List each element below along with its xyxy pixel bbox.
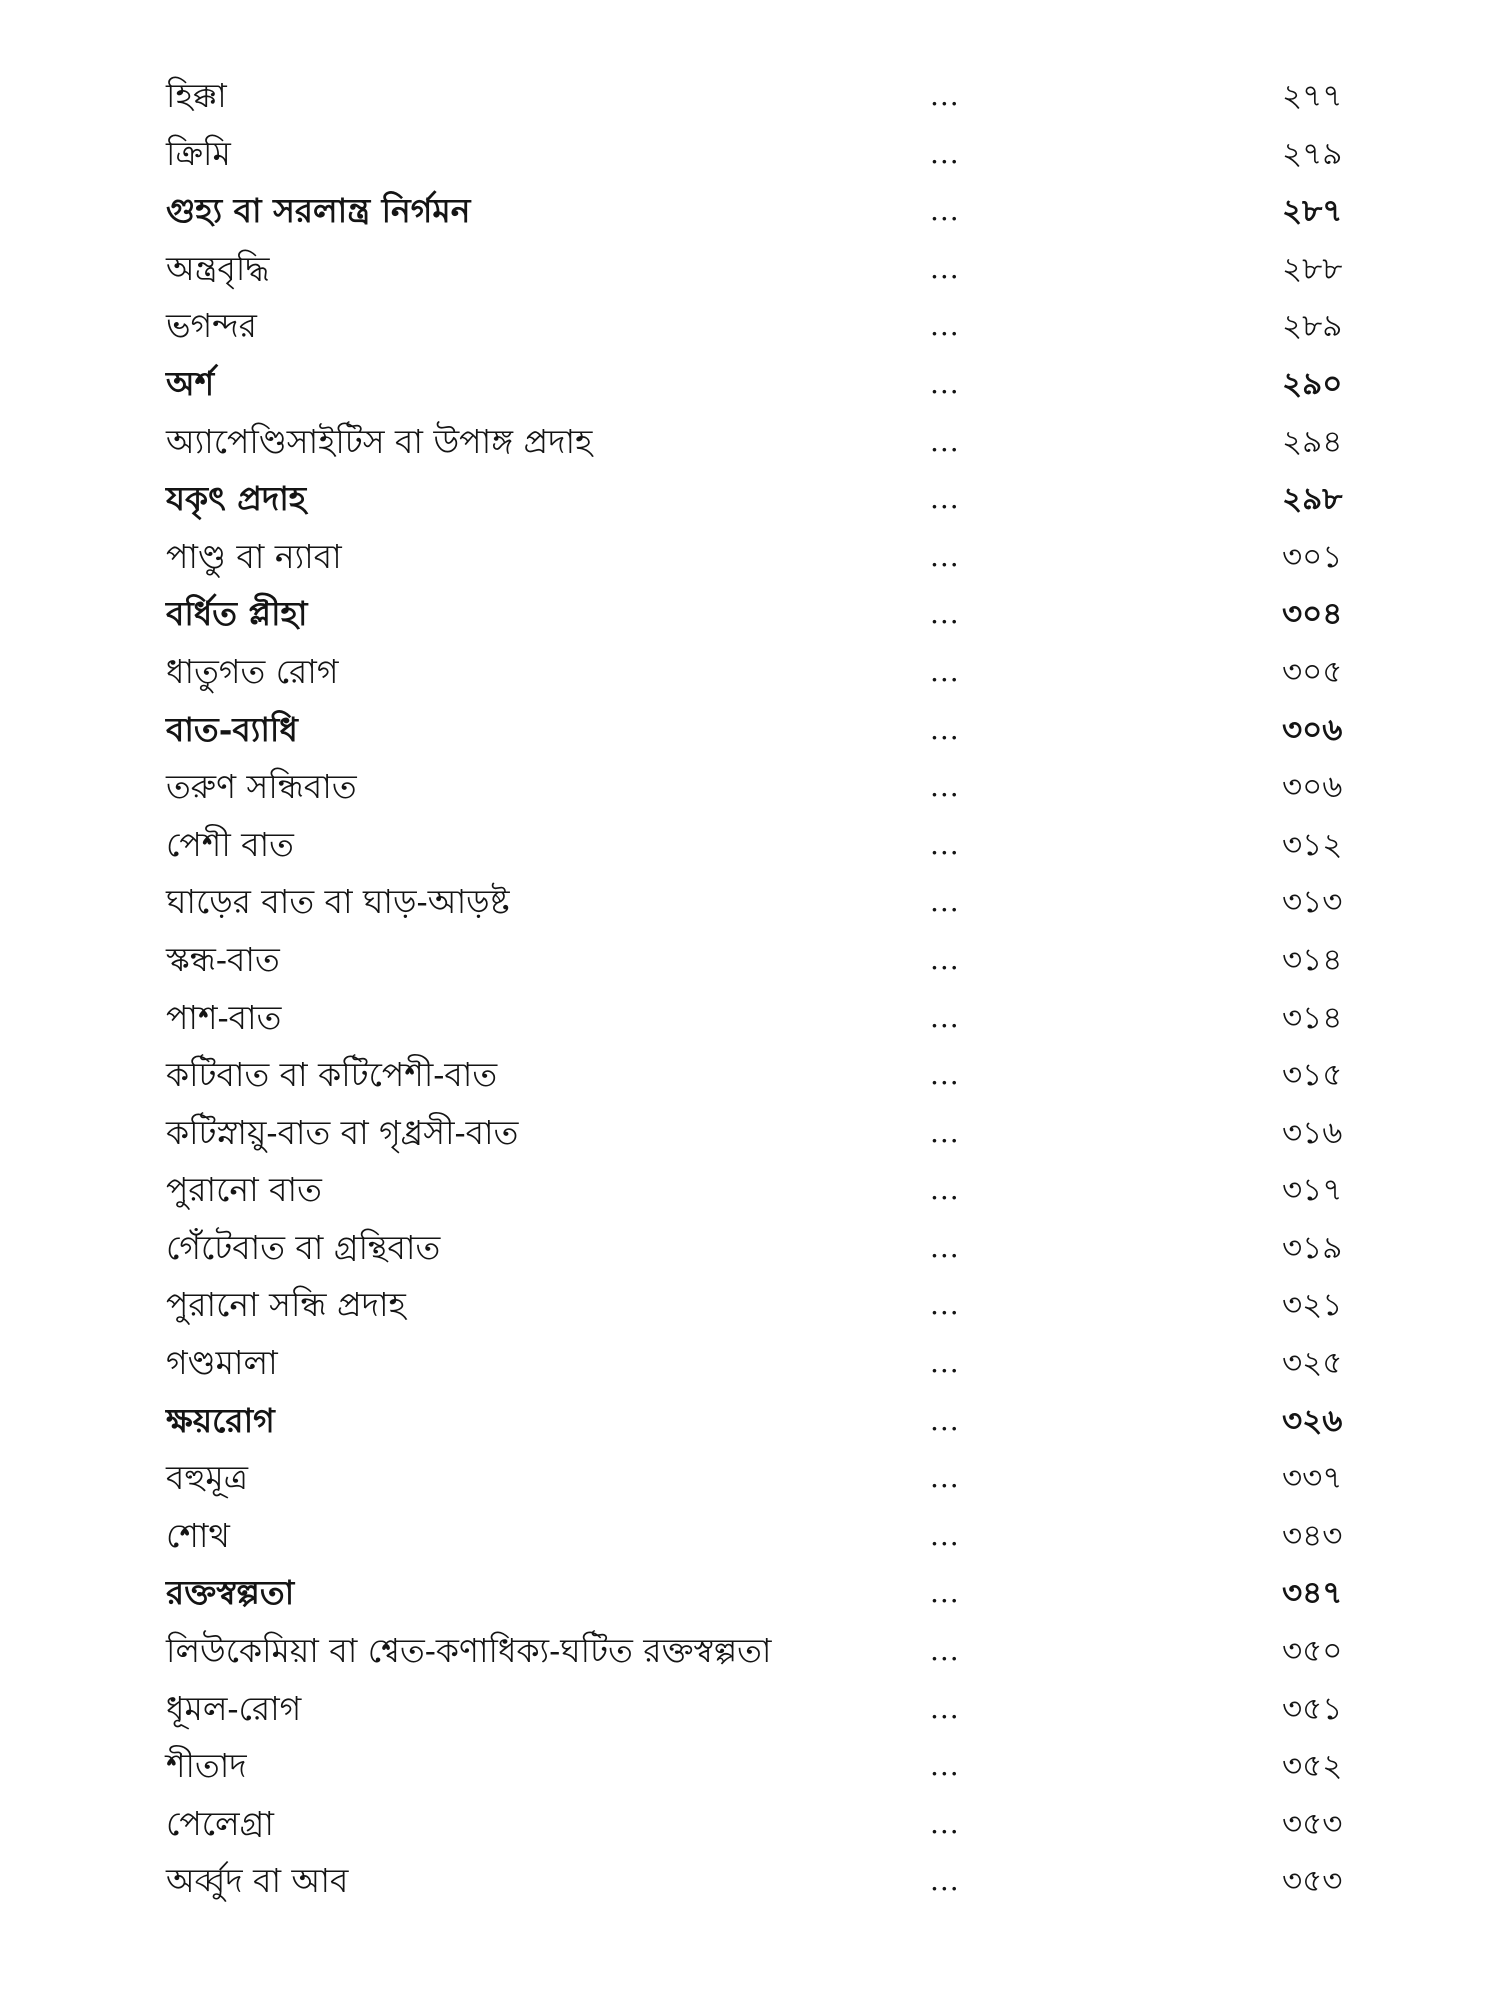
toc-entry-page-number: ৩২১ <box>1282 1287 1343 1324</box>
toc-entry-leader: ... <box>930 1115 960 1149</box>
toc-entry-page-number: ২৮৮ <box>1282 250 1343 287</box>
toc-entry <box>0 358 1500 416</box>
toc-entry-leader: ... <box>930 251 960 285</box>
toc-entry-title: শীতাদ <box>166 1746 247 1786</box>
toc-entry <box>0 704 1500 762</box>
toc-entry-leader: ... <box>930 827 960 861</box>
toc-entry <box>0 1395 1500 1453</box>
toc-entry-leader: ... <box>930 770 960 804</box>
toc-entry-leader: ... <box>930 1403 960 1437</box>
toc-entry-page-number: ৩০৫ <box>1282 653 1343 690</box>
toc-entry-leader: ... <box>930 1000 960 1034</box>
toc-entry-leader: ... <box>930 1749 960 1783</box>
toc-entry <box>0 243 1500 301</box>
toc-entry-leader: ... <box>930 1288 960 1322</box>
toc-entry-leader: ... <box>930 482 960 516</box>
toc-entry-title: অর্ব্বুদ বা আব <box>166 1861 349 1901</box>
toc-entry-title: পুরানো সন্ধি প্রদাহ <box>166 1285 406 1325</box>
toc-entry-leader: ... <box>930 1806 960 1840</box>
toc-entry-title: ক্ষয়রোগ <box>166 1400 275 1440</box>
toc-entry <box>0 1683 1500 1741</box>
toc-entry <box>0 531 1500 589</box>
toc-entry <box>0 1625 1500 1683</box>
toc-entry-title: হিক্কা <box>166 76 227 115</box>
toc-entry <box>0 1107 1500 1165</box>
toc-entry-page-number: ৩১৩ <box>1282 884 1343 921</box>
toc-entry-leader: ... <box>930 424 960 458</box>
toc-entry <box>0 70 1500 128</box>
toc-entry-title: বহুমূত্র <box>166 1458 249 1498</box>
toc-entry-title: ভগন্দর <box>166 306 257 346</box>
toc-entry <box>0 1510 1500 1568</box>
toc-entry-page-number: ৩৪৭ <box>1282 1575 1343 1612</box>
toc-entry-leader: ... <box>930 1230 960 1264</box>
toc-entry-page-number: ৩১২ <box>1282 826 1343 863</box>
toc-entry-page-number: ২৯৪ <box>1282 423 1343 460</box>
toc-entry-title: কটিস্নায়ু-বাত বা গৃধ্রসী-বাত <box>166 1112 519 1152</box>
toc-entry-title: অ্যাপেণ্ডিসাইটিস বা উপাঙ্গ প্রদাহ <box>166 421 593 461</box>
toc-entry-title: ক্রিমি <box>166 133 231 173</box>
toc-entry-page-number: ৩১৫ <box>1282 1057 1343 1094</box>
toc-entry <box>0 185 1500 243</box>
toc-entry-title: পেশী বাত <box>166 824 294 864</box>
toc-entry-title: ধূমল-রোগ <box>166 1688 302 1728</box>
toc-entry <box>0 876 1500 934</box>
toc-entry-leader: ... <box>930 309 960 343</box>
toc-entry-leader: ... <box>930 1864 960 1898</box>
toc-entry-leader: ... <box>930 597 960 631</box>
toc-entry-page-number: ৩০৪ <box>1282 596 1343 633</box>
toc-entry <box>0 588 1500 646</box>
toc-entry-title: তরুণ সন্ধিবাত <box>166 767 357 807</box>
toc-entry-leader: ... <box>930 194 960 228</box>
toc-entry <box>0 1740 1500 1798</box>
toc-entry <box>0 1855 1500 1913</box>
toc-entry-leader: ... <box>930 654 960 688</box>
toc-entry-page-number: ৩৫২ <box>1282 1748 1343 1785</box>
toc-entry-title: বর্ধিত প্লীহা <box>166 594 308 634</box>
toc-entry-title: পুরানো বাত <box>166 1170 322 1210</box>
toc-entry <box>0 1567 1500 1625</box>
toc-entry-page-number: ২৭৭ <box>1282 78 1343 114</box>
toc-entry-leader: ... <box>930 1346 960 1380</box>
toc-entry <box>0 1164 1500 1222</box>
toc-entry-page-number: ২৮৯ <box>1282 308 1343 345</box>
toc-entry <box>0 646 1500 704</box>
toc-entry-page-number: ২৮৭ <box>1282 193 1343 230</box>
toc-entry-title: পাণ্ডু বা ন্যাবা <box>166 536 342 576</box>
toc-entry-title: ঘাড়ের বাত বা ঘাড়-আড়ষ্ট <box>166 882 510 922</box>
toc-entry-title: যকৃৎ প্রদাহ <box>166 479 307 519</box>
toc-entry <box>0 128 1500 186</box>
toc-entry-page-number: ৩৫৩ <box>1282 1863 1343 1900</box>
toc-entry <box>0 761 1500 819</box>
toc-entry-title: অর্শ <box>166 363 215 403</box>
toc-entry <box>0 416 1500 474</box>
toc-entry-title: কটিবাত বা কটিপেশী-বাত <box>166 1055 498 1095</box>
toc-entry-leader: ... <box>930 1058 960 1092</box>
toc-entry-page-number: ২৭৯ <box>1282 135 1343 172</box>
toc-entry <box>0 1452 1500 1510</box>
toc-entry <box>0 819 1500 877</box>
toc-entry-leader: ... <box>930 366 960 400</box>
toc-entry-title: রক্তস্বল্পতা <box>166 1573 295 1613</box>
toc-entry-page-number: ২৯০ <box>1282 365 1343 402</box>
toc-entry-page-number: ৩১৪ <box>1282 999 1343 1036</box>
toc-entry-leader: ... <box>930 79 960 112</box>
toc-entry-leader: ... <box>930 1173 960 1207</box>
toc-entry <box>0 1337 1500 1395</box>
toc-entry-leader: ... <box>930 136 960 170</box>
toc-entry-title: শোথ <box>166 1515 230 1555</box>
toc-entry-page-number: ৩৪৩ <box>1282 1517 1343 1554</box>
toc-entry-leader: ... <box>930 1461 960 1495</box>
toc-entry-leader: ... <box>930 539 960 573</box>
toc-entry-title: বাত-ব্যাধি <box>166 709 298 749</box>
toc-entry-page-number: ৩২৫ <box>1282 1345 1343 1382</box>
toc-entry-title: গণ্ডমালা <box>166 1343 278 1383</box>
toc-entry-page-number: ৩২৬ <box>1282 1402 1343 1439</box>
toc-entry-leader: ... <box>930 1634 960 1668</box>
toc-entry <box>0 300 1500 358</box>
toc-entry-title: পাশ-বাত <box>166 997 282 1037</box>
toc-entry <box>0 473 1500 531</box>
toc-entry <box>0 934 1500 992</box>
toc-entry-page-number: ৩৫১ <box>1282 1690 1343 1727</box>
toc-entry-page-number: ২৯৮ <box>1282 481 1343 518</box>
toc-entry <box>0 1222 1500 1280</box>
toc-entry-page-number: ৩৩৭ <box>1282 1460 1343 1497</box>
toc-entry-leader: ... <box>930 885 960 919</box>
toc-entry-title: গেঁটেবাত বা গ্রন্থিবাত <box>166 1227 441 1267</box>
toc-entry-leader: ... <box>930 1518 960 1552</box>
toc-entry <box>0 1049 1500 1107</box>
toc-entry-page-number: ৩৫০ <box>1282 1633 1343 1670</box>
table-of-contents <box>0 70 1500 1913</box>
toc-entry-leader: ... <box>930 942 960 976</box>
toc-entry <box>0 992 1500 1050</box>
toc-entry-leader: ... <box>930 1576 960 1610</box>
toc-entry-page-number: ৩১৭ <box>1282 1172 1343 1209</box>
toc-entry-page-number: ৩৫৩ <box>1282 1805 1343 1842</box>
toc-entry-leader: ... <box>930 1691 960 1725</box>
toc-entry-title: গুহ্য বা সরলান্ত্র নির্গমন <box>166 191 471 231</box>
toc-entry <box>0 1798 1500 1856</box>
toc-entry-page-number: ৩০১ <box>1282 538 1343 575</box>
toc-entry-page-number: ৩০৬ <box>1282 711 1343 748</box>
toc-entry-page-number: ৩১৯ <box>1282 1229 1343 1266</box>
toc-entry-leader: ... <box>930 712 960 746</box>
toc-entry-page-number: ৩১৬ <box>1282 1114 1343 1151</box>
toc-entry-title: লিউকেমিয়া বা শ্বেত-কণাধিক্য-ঘটিত রক্তস্বল্পতা <box>166 1631 772 1671</box>
toc-entry-title: অন্ত্রবৃদ্ধি <box>166 248 270 288</box>
toc-entry-page-number: ৩১৪ <box>1282 941 1343 978</box>
toc-entry-title: ধাতুগত রোগ <box>166 651 339 691</box>
toc-entry <box>0 1279 1500 1337</box>
toc-entry-page-number: ৩০৬ <box>1282 769 1343 806</box>
toc-entry-title: স্কন্ধ-বাত <box>166 939 280 979</box>
toc-entry-title: পেলেগ্রা <box>166 1803 274 1843</box>
